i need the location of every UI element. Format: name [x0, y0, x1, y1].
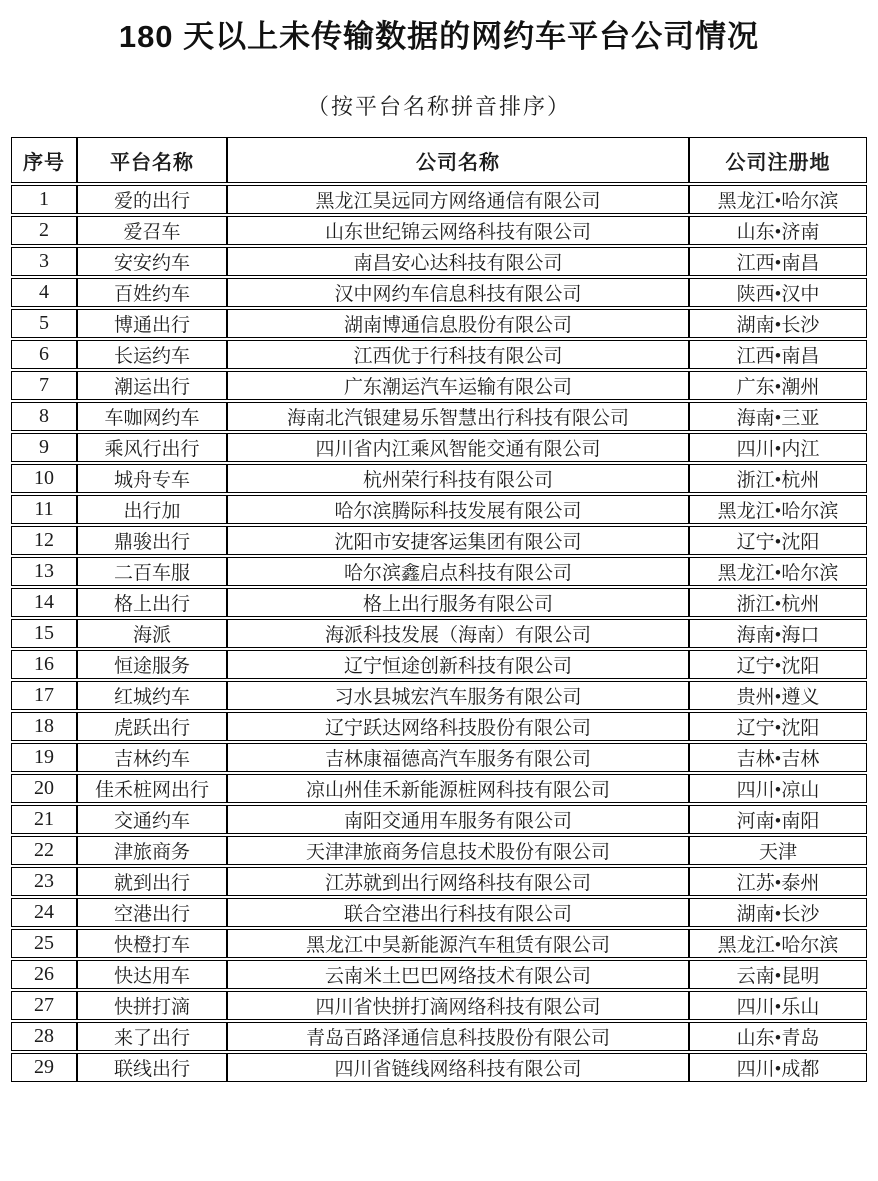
- registration-location-cell: 黑龙江•哈尔滨: [689, 557, 867, 586]
- index-cell: 14: [11, 588, 77, 617]
- index-cell: 10: [11, 464, 77, 493]
- table-row: [11, 464, 867, 493]
- registration-location-cell: 浙江•杭州: [689, 588, 867, 617]
- platform-name-cell: 格上出行: [77, 588, 227, 617]
- index-cell: 15: [11, 619, 77, 648]
- registration-location-cell: 黑龙江•哈尔滨: [689, 929, 867, 958]
- company-name-cell: 汉中网约车信息科技有限公司: [227, 278, 689, 307]
- platform-name-cell: 虎跃出行: [77, 712, 227, 741]
- header-cell-index: 序号: [11, 137, 77, 183]
- index-cell: 20: [11, 774, 77, 803]
- platform-table: [11, 135, 867, 1084]
- header-cell-registration-location: 公司注册地: [689, 137, 867, 183]
- registration-location-cell: 四川•成都: [689, 1053, 867, 1082]
- registration-location-cell: 贵州•遵义: [689, 681, 867, 710]
- platform-name-cell: 恒途服务: [77, 650, 227, 679]
- index-cell: 11: [11, 495, 77, 524]
- platform-name-cell: 爱召车: [77, 216, 227, 245]
- company-name-cell: 格上出行服务有限公司: [227, 588, 689, 617]
- index-cell: 3: [11, 247, 77, 276]
- company-name-cell: 辽宁跃达网络科技股份有限公司: [227, 712, 689, 741]
- platform-name-cell: 空港出行: [77, 898, 227, 927]
- header-cell-platform-name: 平台名称: [77, 137, 227, 183]
- company-name-cell: 湖南博通信息股份有限公司: [227, 309, 689, 338]
- platform-name-cell: 长运约车: [77, 340, 227, 369]
- table-row: [11, 309, 867, 338]
- platform-name-cell: 城舟专车: [77, 464, 227, 493]
- registration-location-cell: 江苏•泰州: [689, 867, 867, 896]
- platform-name-cell: 红城约车: [77, 681, 227, 710]
- index-cell: 18: [11, 712, 77, 741]
- table-row: [11, 712, 867, 741]
- company-name-cell: 海派科技发展（海南）有限公司: [227, 619, 689, 648]
- platform-name-cell: 快橙打车: [77, 929, 227, 958]
- platform-name-cell: 博通出行: [77, 309, 227, 338]
- index-cell: 29: [11, 1053, 77, 1082]
- index-cell: 22: [11, 836, 77, 865]
- platform-name-cell: 联线出行: [77, 1053, 227, 1082]
- index-cell: 19: [11, 743, 77, 772]
- index-cell: 7: [11, 371, 77, 400]
- table-row: [11, 867, 867, 896]
- table-row: [11, 836, 867, 865]
- table-header-row: [11, 137, 867, 183]
- company-name-cell: 联合空港出行科技有限公司: [227, 898, 689, 927]
- table-row: [11, 495, 867, 524]
- table-row: [11, 774, 867, 803]
- platform-name-cell: 乘风行出行: [77, 433, 227, 462]
- registration-location-cell: 海南•三亚: [689, 402, 867, 431]
- company-name-cell: 南阳交通用车服务有限公司: [227, 805, 689, 834]
- index-cell: 16: [11, 650, 77, 679]
- company-name-cell: 云南米土巴巴网络技术有限公司: [227, 960, 689, 989]
- registration-location-cell: 云南•昆明: [689, 960, 867, 989]
- platform-name-cell: 车咖网约车: [77, 402, 227, 431]
- company-name-cell: 南昌安心达科技有限公司: [227, 247, 689, 276]
- table-row: [11, 991, 867, 1020]
- registration-location-cell: 山东•济南: [689, 216, 867, 245]
- index-cell: 8: [11, 402, 77, 431]
- company-name-cell: 广东潮运汽车运输有限公司: [227, 371, 689, 400]
- company-name-cell: 哈尔滨鑫启点科技有限公司: [227, 557, 689, 586]
- platform-name-cell: 佳禾桩网出行: [77, 774, 227, 803]
- company-name-cell: 江苏就到出行网络科技有限公司: [227, 867, 689, 896]
- registration-location-cell: 辽宁•沈阳: [689, 712, 867, 741]
- registration-location-cell: 四川•凉山: [689, 774, 867, 803]
- company-name-cell: 四川省链线网络科技有限公司: [227, 1053, 689, 1082]
- platform-name-cell: 安安约车: [77, 247, 227, 276]
- index-cell: 4: [11, 278, 77, 307]
- index-cell: 5: [11, 309, 77, 338]
- platform-name-cell: 就到出行: [77, 867, 227, 896]
- page-title: 180 天以上未传输数据的网约车平台公司情况: [118, 19, 760, 54]
- index-cell: 9: [11, 433, 77, 462]
- registration-location-cell: 山东•青岛: [689, 1022, 867, 1051]
- index-cell: 13: [11, 557, 77, 586]
- platform-name-cell: 快达用车: [77, 960, 227, 989]
- registration-location-cell: 吉林•吉林: [689, 743, 867, 772]
- company-name-cell: 黑龙江中昊新能源汽车租赁有限公司: [227, 929, 689, 958]
- table-row: [11, 433, 867, 462]
- table-row: [11, 340, 867, 369]
- index-cell: 6: [11, 340, 77, 369]
- index-cell: 12: [11, 526, 77, 555]
- registration-location-cell: 四川•内江: [689, 433, 867, 462]
- table-row: [11, 650, 867, 679]
- registration-location-cell: 陕西•汉中: [689, 278, 867, 307]
- company-name-cell: 哈尔滨腾际科技发展有限公司: [227, 495, 689, 524]
- table-row: [11, 371, 867, 400]
- company-name-cell: 黑龙江昊远同方网络通信有限公司: [227, 185, 689, 214]
- platform-name-cell: 快拼打滴: [77, 991, 227, 1020]
- company-name-cell: 四川省快拼打滴网络科技有限公司: [227, 991, 689, 1020]
- index-cell: 24: [11, 898, 77, 927]
- registration-location-cell: 广东•潮州: [689, 371, 867, 400]
- index-cell: 2: [11, 216, 77, 245]
- platform-name-cell: 津旅商务: [77, 836, 227, 865]
- registration-location-cell: 浙江•杭州: [689, 464, 867, 493]
- registration-location-cell: 湖南•长沙: [689, 898, 867, 927]
- index-cell: 27: [11, 991, 77, 1020]
- registration-location-cell: 黑龙江•哈尔滨: [689, 185, 867, 214]
- table-row: [11, 681, 867, 710]
- page-subtitle: （按平台名称拼音排序）: [306, 94, 571, 119]
- company-name-cell: 沈阳市安捷客运集团有限公司: [227, 526, 689, 555]
- company-name-cell: 吉林康福德高汽车服务有限公司: [227, 743, 689, 772]
- table-row: [11, 557, 867, 586]
- company-name-cell: 辽宁恒途创新科技有限公司: [227, 650, 689, 679]
- index-cell: 1: [11, 185, 77, 214]
- platform-name-cell: 海派: [77, 619, 227, 648]
- index-cell: 23: [11, 867, 77, 896]
- company-name-cell: 海南北汽银建易乐智慧出行科技有限公司: [227, 402, 689, 431]
- index-cell: 28: [11, 1022, 77, 1051]
- platform-name-cell: 来了出行: [77, 1022, 227, 1051]
- registration-location-cell: 河南•南阳: [689, 805, 867, 834]
- platform-name-cell: 鼎骏出行: [77, 526, 227, 555]
- index-cell: 21: [11, 805, 77, 834]
- platform-name-cell: 吉林约车: [77, 743, 227, 772]
- platform-name-cell: 潮运出行: [77, 371, 227, 400]
- platform-name-cell: 出行加: [77, 495, 227, 524]
- table-row: [11, 588, 867, 617]
- table-row: [11, 402, 867, 431]
- registration-location-cell: 湖南•长沙: [689, 309, 867, 338]
- table-row: [11, 185, 867, 214]
- platform-name-cell: 百姓约车: [77, 278, 227, 307]
- platform-name-cell: 二百车服: [77, 557, 227, 586]
- company-name-cell: 山东世纪锦云网络科技有限公司: [227, 216, 689, 245]
- table-row: [11, 960, 867, 989]
- registration-location-cell: 江西•南昌: [689, 340, 867, 369]
- registration-location-cell: 辽宁•沈阳: [689, 526, 867, 555]
- header-cell-company-name: 公司名称: [227, 137, 689, 183]
- index-cell: 17: [11, 681, 77, 710]
- company-name-cell: 习水县城宏汽车服务有限公司: [227, 681, 689, 710]
- table-row: [11, 1022, 867, 1051]
- company-name-cell: 青岛百路泽通信息科技股份有限公司: [227, 1022, 689, 1051]
- registration-location-cell: 黑龙江•哈尔滨: [689, 495, 867, 524]
- company-name-cell: 天津津旅商务信息技术股份有限公司: [227, 836, 689, 865]
- table-row: [11, 898, 867, 927]
- company-name-cell: 四川省内江乘风智能交通有限公司: [227, 433, 689, 462]
- company-name-cell: 杭州荣行科技有限公司: [227, 464, 689, 493]
- table-row: [11, 743, 867, 772]
- company-name-cell: 江西优于行科技有限公司: [227, 340, 689, 369]
- registration-location-cell: 四川•乐山: [689, 991, 867, 1020]
- table-row: [11, 216, 867, 245]
- platform-name-cell: 爱的出行: [77, 185, 227, 214]
- table-row: [11, 619, 867, 648]
- registration-location-cell: 江西•南昌: [689, 247, 867, 276]
- table-row: [11, 526, 867, 555]
- table-row: [11, 805, 867, 834]
- platform-name-cell: 交通约车: [77, 805, 227, 834]
- index-cell: 25: [11, 929, 77, 958]
- table-row: [11, 929, 867, 958]
- company-name-cell: 凉山州佳禾新能源桩网科技有限公司: [227, 774, 689, 803]
- table-row: [11, 247, 867, 276]
- registration-location-cell: 海南•海口: [689, 619, 867, 648]
- index-cell: 26: [11, 960, 77, 989]
- table-row: [11, 1053, 867, 1082]
- registration-location-cell: 辽宁•沈阳: [689, 650, 867, 679]
- registration-location-cell: 天津: [689, 836, 867, 865]
- table-row: [11, 278, 867, 307]
